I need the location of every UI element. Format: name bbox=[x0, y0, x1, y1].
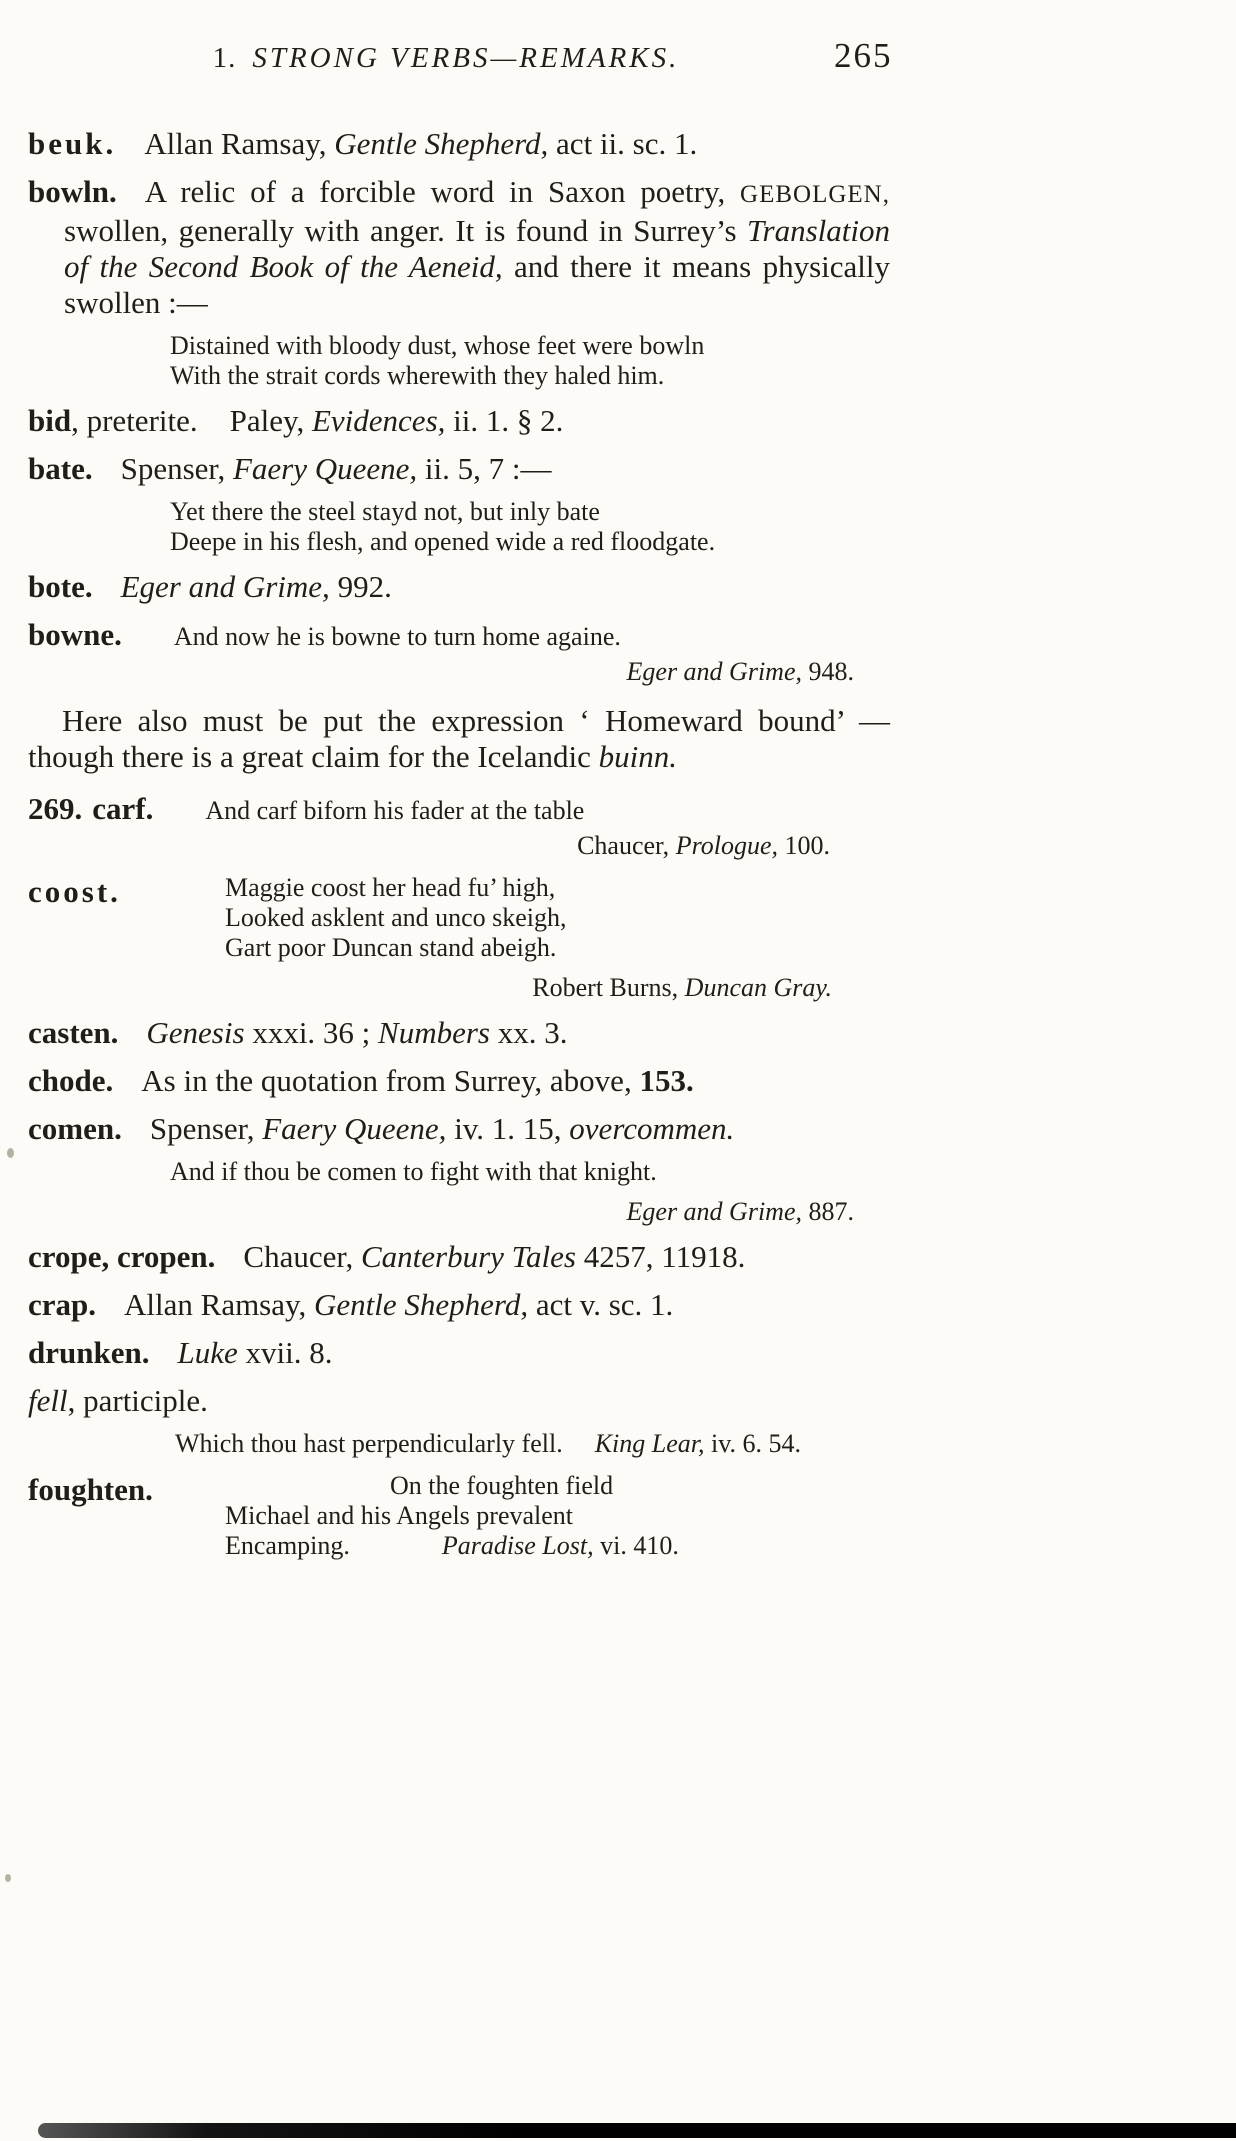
attribution-text: vi. 410. bbox=[593, 1531, 679, 1560]
entry-text: Chaucer, bbox=[243, 1239, 361, 1274]
foreign-word: buinn. bbox=[598, 739, 678, 774]
headword: crap. bbox=[28, 1287, 97, 1322]
small-caps-word: GEBOLGEN, bbox=[740, 181, 890, 208]
entry-bid bbox=[28, 403, 890, 439]
quote-line: And now he is bowne to turn home againe. bbox=[173, 622, 621, 651]
headword: bowne. bbox=[28, 617, 122, 652]
work-title: King Lear, bbox=[594, 1429, 705, 1458]
quote-line: Looked asklent and unco skeigh, bbox=[225, 903, 567, 932]
attribution-text: iv. 6. 54. bbox=[704, 1429, 802, 1458]
entry-text: act ii. sc. 1. bbox=[548, 126, 698, 161]
entry-text: xvii. 8. bbox=[237, 1335, 333, 1370]
quote-line: Gart poor Duncan stand abeigh. bbox=[225, 933, 557, 962]
quote-line: With the strait cords wherewith they haled him. bbox=[170, 361, 665, 390]
entry-text: ii. 1. § 2. bbox=[445, 403, 564, 438]
entry-foughten bbox=[28, 1471, 890, 1561]
work-title: Faery Queene, bbox=[232, 451, 418, 486]
work-title: Eger and Grime, bbox=[626, 1197, 802, 1226]
quote-line: Deepe in his flesh, and opened wide a red floodgate. bbox=[170, 527, 716, 556]
attribution-text: 948. bbox=[802, 657, 854, 686]
work-title: Evidences, bbox=[311, 403, 446, 438]
variant-word: overcommen. bbox=[569, 1111, 735, 1146]
entry-bowne bbox=[28, 617, 890, 687]
headword: bate. bbox=[28, 451, 93, 486]
headword: coost. bbox=[28, 874, 121, 909]
quotation bbox=[170, 331, 890, 391]
entry-body bbox=[28, 1383, 890, 1419]
headword: bid bbox=[28, 403, 72, 438]
source-attribution bbox=[28, 657, 890, 687]
work-title: Duncan Gray. bbox=[684, 973, 832, 1002]
entry-crope-cropen bbox=[28, 1239, 890, 1275]
quotation bbox=[170, 497, 890, 557]
running-title-text: STRONG VERBS—REMARKS. bbox=[252, 42, 680, 74]
work-title: Prologue, bbox=[675, 831, 778, 860]
entry-carf bbox=[28, 791, 890, 861]
quotation bbox=[175, 1429, 890, 1459]
entry-body bbox=[28, 1111, 890, 1147]
entry-body bbox=[28, 1335, 890, 1371]
quotation bbox=[225, 1471, 890, 1561]
work-title: Translation of the Second Book of the Aeneid, bbox=[64, 213, 890, 284]
scan-edge-artifact bbox=[38, 2123, 1236, 2138]
entry-body bbox=[28, 791, 890, 829]
entry-bowln bbox=[28, 174, 890, 391]
quote-line: Michael and his Angels prevalent bbox=[225, 1501, 574, 1530]
entry-body bbox=[28, 569, 890, 605]
entry-body bbox=[28, 1239, 890, 1275]
source-attribution bbox=[28, 831, 890, 861]
work-title: Canterbury Tales bbox=[360, 1239, 576, 1274]
scan-speck bbox=[7, 1148, 14, 1158]
entry-bate bbox=[28, 451, 890, 557]
work-title: Eger and Grime, bbox=[626, 657, 802, 686]
entry-text: Spenser, bbox=[120, 451, 233, 486]
quote-line: Maggie coost her head fu’ high, bbox=[225, 873, 556, 902]
headword: chode. bbox=[28, 1063, 114, 1098]
attribution-text: 887. bbox=[802, 1197, 854, 1226]
headword: casten. bbox=[28, 1015, 119, 1050]
section-number: 1. bbox=[212, 42, 237, 74]
entry-body bbox=[28, 617, 890, 655]
entry-chode bbox=[28, 1063, 890, 1099]
quote-line: On the foughten field bbox=[390, 1471, 614, 1500]
entry-text: act v. sc. 1. bbox=[528, 1287, 674, 1322]
entry-text: Paley, bbox=[229, 403, 312, 438]
headword: foughten. bbox=[28, 1472, 153, 1507]
source-attribution bbox=[28, 973, 890, 1003]
headword: beuk. bbox=[28, 126, 117, 161]
entry-body bbox=[28, 1063, 890, 1099]
entry-text: A relic of a forcible word in Saxon poetry, bbox=[144, 174, 741, 209]
entry-number: 269. bbox=[28, 791, 83, 826]
entry-body bbox=[28, 174, 890, 321]
headword: drunken. bbox=[28, 1335, 150, 1370]
entry-text: xx. 3. bbox=[490, 1015, 568, 1050]
entry-text: Allan Ramsay, bbox=[124, 1287, 314, 1322]
entry-drunken bbox=[28, 1335, 890, 1371]
work-title: Genesis bbox=[146, 1015, 245, 1050]
headword: carf. bbox=[92, 791, 154, 826]
paragraph-homeward-bound bbox=[28, 703, 890, 775]
quote-line-with-attribution bbox=[225, 1531, 890, 1561]
work-title: Numbers bbox=[378, 1015, 490, 1050]
entry-text: 4257, 11918. bbox=[576, 1239, 746, 1274]
entry-text: Allan Ramsay, bbox=[144, 126, 335, 161]
entry-crap bbox=[28, 1287, 890, 1323]
headword: comen. bbox=[28, 1111, 122, 1146]
scan-speck bbox=[5, 1874, 11, 1882]
entry-text: and there it means physically swollen :— bbox=[64, 249, 890, 320]
entry-text: xxxi. 36 ; bbox=[244, 1015, 379, 1050]
text-block bbox=[28, 126, 890, 1561]
entry-coost bbox=[28, 873, 890, 1003]
entry-comen bbox=[28, 1111, 890, 1227]
entry-text: ii. 5, 7 :— bbox=[417, 451, 552, 486]
paragraph-text: Here also must be put the expression ‘ Homeward bound’ —though there is a great claim for the Icelandic bbox=[28, 703, 890, 774]
page-number: 265 bbox=[834, 36, 893, 75]
attribution-text: 100. bbox=[778, 831, 830, 860]
entry-body bbox=[28, 126, 890, 162]
entry-body bbox=[28, 403, 890, 439]
attribution-text: Robert Burns, bbox=[532, 973, 685, 1002]
cross-reference: 153. bbox=[639, 1063, 694, 1098]
entry-body bbox=[28, 451, 890, 487]
quotation bbox=[170, 1157, 890, 1187]
quote-line: Yet there the steel stayd not, but inly bate bbox=[170, 497, 600, 526]
running-title bbox=[0, 42, 892, 75]
entry-text: 992. bbox=[329, 569, 392, 604]
work-title: Gentle Shepherd, bbox=[314, 1287, 529, 1322]
entry-text: Spenser, bbox=[149, 1111, 263, 1146]
quotation bbox=[225, 873, 890, 963]
quote-line: Encamping. bbox=[225, 1531, 350, 1560]
entry-beuk bbox=[28, 126, 890, 162]
entry-casten bbox=[28, 1015, 890, 1051]
headword: bowln. bbox=[28, 174, 117, 209]
work-title: Gentle Shepherd, bbox=[334, 126, 549, 161]
headword: fell bbox=[28, 1383, 68, 1418]
entry-text: iv. 1. 15, bbox=[446, 1111, 570, 1146]
work-title: Eger and Grime, bbox=[120, 569, 330, 604]
quote-line: Distained with bloody dust, whose feet were bowln bbox=[170, 331, 705, 360]
quote-line: And carf biforn his fader at the table bbox=[205, 796, 585, 825]
entry-text: , participle. bbox=[67, 1383, 208, 1418]
work-title: Paradise Lost, bbox=[441, 1531, 594, 1560]
entry-text: As in the quotation from Surrey, above, bbox=[141, 1063, 640, 1098]
entry-text: , preterite. bbox=[71, 403, 198, 438]
quote-line: And if thou be comen to fight with that knight. bbox=[170, 1157, 657, 1186]
work-title: Faery Queene, bbox=[262, 1111, 447, 1146]
headword: crope, cropen. bbox=[28, 1239, 216, 1274]
quote-line: Which thou hast perpendicularly fell. bbox=[175, 1429, 563, 1458]
attribution-text: Chaucer, bbox=[577, 831, 676, 860]
page-header bbox=[0, 36, 1236, 86]
headword: bote. bbox=[28, 569, 93, 604]
entry-bote bbox=[28, 569, 890, 605]
entry-body bbox=[28, 1015, 890, 1051]
entry-text: swollen, generally with anger. It is found in Surrey’s bbox=[64, 213, 747, 248]
entry-body bbox=[28, 1287, 890, 1323]
work-title: Luke bbox=[177, 1335, 238, 1370]
source-attribution bbox=[28, 1197, 890, 1227]
entry-fell bbox=[28, 1383, 890, 1459]
